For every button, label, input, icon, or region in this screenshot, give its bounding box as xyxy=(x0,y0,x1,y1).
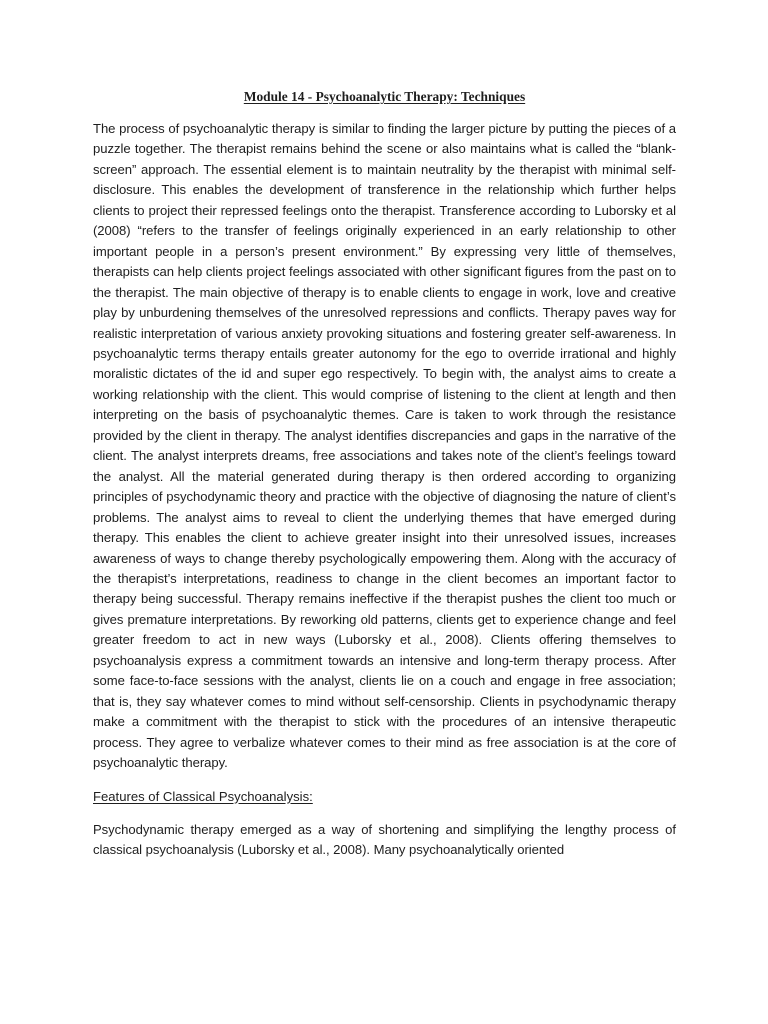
document-title xyxy=(93,87,676,107)
body-paragraph-1: The process of psychoanalytic therapy is similar to finding the larger picture by putting the pieces of a puzzle together. The therapist remains behind the scene or also maintains what is called the “blank-screen” approach. The essential element is to maintain neutrality by the therapist with minimal self-disclosure. This enables the development of transference in the relationship which further helps clients to project their repressed feelings onto the therapist. Transference according to Luborsky et al (2008) “refers to the transfer of feelings originally experienced in an early relationship to other important people in a person’s present environment.” By expressing very little of themselves, therapists can help clients project feelings associated with other significant figures from the past on to the therapist. The main objective of therapy is to enable clients to engage in work, love and creative play by unburdening themselves of the unresolved repressions and conflicts. Therapy paves way for realistic interpretation of various anxiety provoking situations and fostering greater self-awareness. In psychoanalytic terms therapy entails greater autonomy for the ego to override irrational and highly moralistic dictates of the id and super ego respectively. To begin with, the analyst aims to create a working relationship with the client. This would comprise of listening to the client at length and then interpreting on the basis of psychoanalytic themes. Care is taken to work through the resistance provided by the client in therapy. The analyst identifies discrepancies and gaps in the narrative of the client. The analyst interprets dreams, free associations and takes note of the client’s feelings toward the analyst. All the material generated during therapy is then ordered according to organizing principles of psychodynamic theory and practice with the objective of diagnosing the nature of client’s problems. The analyst aims to reveal to client the underlying themes that have emerged during therapy. This enables the client to achieve greater insight into their unresolved issues, increases awareness of ways to change thereby psychologically empowering them. Along with the accuracy of the therapist’s interpretations, readiness to change in the client becomes an important factor to therapy being successful. Therapy remains ineffective if the therapist pushes the client too much or gives premature interpretations. By reworking old patterns, clients get to experience change and feel greater freedom to act in new ways (Luborsky et al., 2008). Clients offering themselves to psychoanalysis express a commitment towards an intensive and long-term therapy process. After some face-to-face sessions with the analyst, clients lie on a couch and engage in free association; that is, they say whatever comes to mind without self-censorship. Clients in psychodynamic therapy make a commitment with the therapist to stick with the procedures of an intensive therapeutic process. They agree to verbalize whatever comes to their mind as free association is at the core of psychoanalytic therapy. xyxy=(93,121,676,771)
document-title-text: Module 14 - Psychoanalytic Therapy: Techniques xyxy=(243,89,526,104)
section-heading: Features of Classical Psychoanalysis: xyxy=(93,788,313,804)
document-page xyxy=(93,87,676,860)
body-paragraph-2: Psychodynamic therapy emerged as a way of shortening and simplifying the lengthy process of classical psychoanalysis (Luborsky et al., 2008). Many psychoanalytically oriented xyxy=(93,821,676,857)
